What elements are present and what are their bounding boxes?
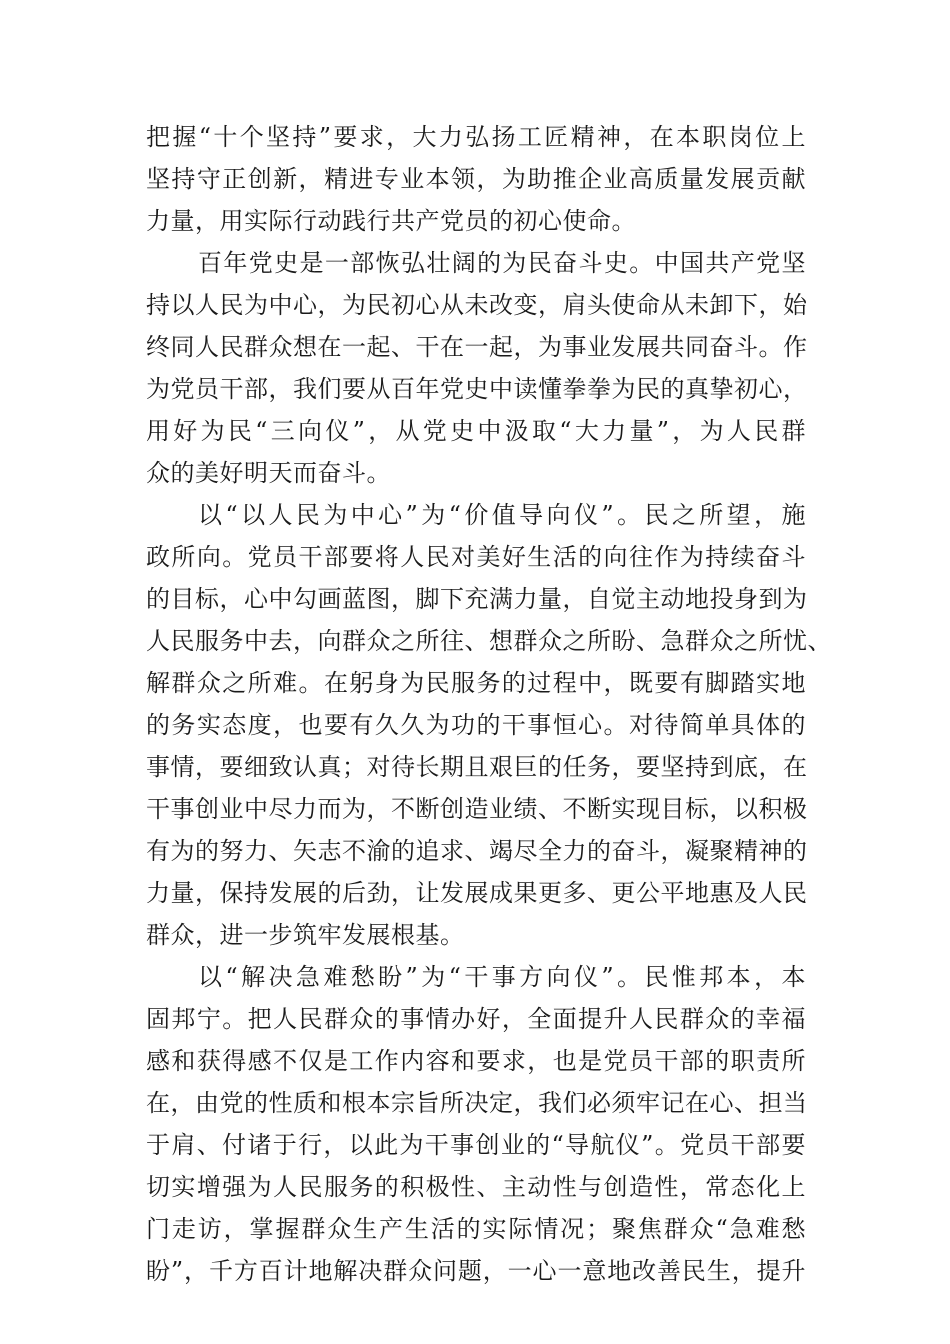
- text-line: 百年党史是一部恢弘壮阔的为民奋斗史。中国共产党坚: [198, 249, 806, 277]
- text-line: 力量，用实际行动践行共产党员的初心使命。: [146, 207, 636, 235]
- document-page: [146, 116, 832, 1292]
- text-line: 以“以人民为中心”为“价值导向仪”。民之所望，施: [198, 501, 806, 529]
- text-line: 政所向。党员干部要将人民对美好生活的向往作为持续奋斗: [146, 543, 806, 571]
- text-line: 切实增强为人民服务的积极性、主动性与创造性，常态化上: [146, 1173, 806, 1201]
- text-line: 坚持守正创新，精进专业本领，为助推企业高质量发展贡献: [146, 165, 806, 193]
- paragraph: [146, 242, 806, 494]
- text-line: 干事创业中尽力而为，不断创造业绩、不断实现目标，以积极: [146, 795, 808, 823]
- paragraph: [146, 956, 806, 1292]
- text-line: 的目标，心中勾画蓝图，脚下充满力量，自觉主动地投身到为: [146, 585, 808, 613]
- text-line: 感和获得感不仅是工作内容和要求，也是党员干部的职责所: [146, 1047, 806, 1075]
- text-line: 群众，进一步筑牢发展根基。: [146, 921, 465, 949]
- text-line: 为党员干部，我们要从百年党史中读懂拳拳为民的真挚初心，: [146, 375, 808, 403]
- text-line: 用好为民“三向仪”，从党史中汲取“大力量”，为人民群: [146, 417, 806, 445]
- text-line: 解群众之所难。在躬身为民服务的过程中，既要有脚踏实地: [146, 669, 806, 697]
- text-line: 终同人民群众想在一起、干在一起，为事业发展共同奋斗。作: [146, 333, 808, 361]
- text-line: 在，由党的性质和根本宗旨所决定，我们必须牢记在心、担当: [146, 1089, 808, 1117]
- text-line: 力量，保持发展的后劲，让发展成果更多、更公平地惠及人民: [146, 879, 808, 907]
- text-line: 门走访，掌握群众生产生活的实际情况；聚焦群众“急难愁: [146, 1215, 806, 1243]
- text-line: 把握“十个坚持”要求，大力弘扬工匠精神，在本职岗位上: [146, 123, 806, 151]
- text-line: 于肩、付诸于行，以此为干事创业的“导航仪”。党员干部要: [146, 1131, 806, 1159]
- text-line: 有为的努力、矢志不渝的追求、竭尽全力的奋斗，凝聚精神的: [146, 837, 808, 865]
- text-line: 盼”，千方百计地解决群众问题，一心一意地改善民生，提升: [146, 1257, 806, 1285]
- text-line: 的务实态度，也要有久久为功的干事恒心。对待简单具体的: [146, 711, 806, 739]
- text-line: 众的美好明天而奋斗。: [146, 459, 391, 487]
- text-line: 固邦宁。把人民群众的事情办好，全面提升人民群众的幸福: [146, 1005, 806, 1033]
- text-line: 以“解决急难愁盼”为“干事方向仪”。民惟邦本，本: [198, 963, 806, 991]
- paragraph: [146, 494, 832, 956]
- text-line: 人民服务中去，向群众之所往、想群众之所盼、急群众之所忧、: [146, 627, 832, 655]
- text-line: 持以人民为中心，为民初心从未改变，肩头使命从未卸下，始: [146, 291, 808, 319]
- text-line: 事情，要细致认真；对待长期且艰巨的任务，要坚持到底，在: [146, 753, 808, 781]
- paragraph: [146, 116, 806, 242]
